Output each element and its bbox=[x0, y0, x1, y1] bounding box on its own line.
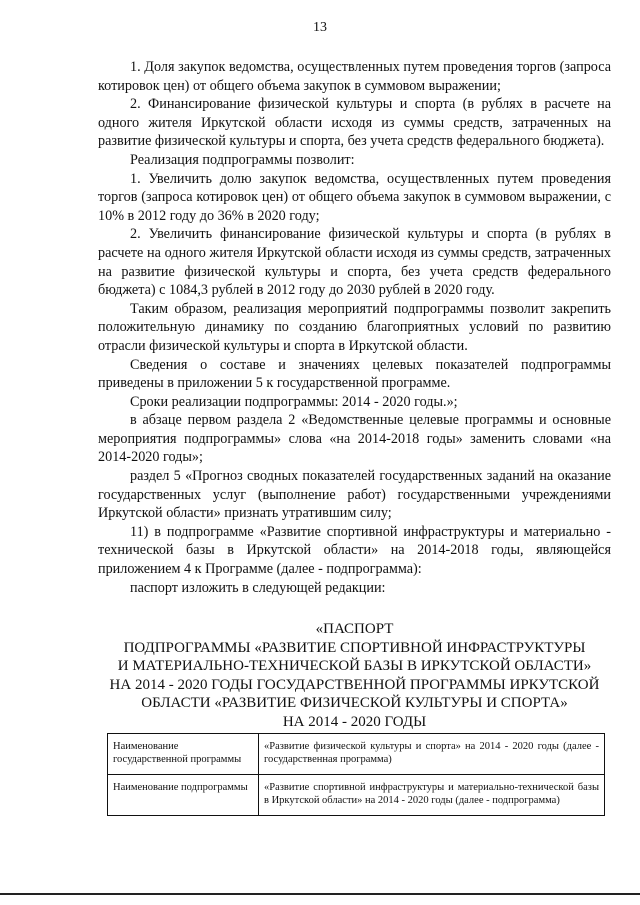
paragraph: 11) в подпрограмме «Развитие спортивной инфраструктуры и материально - технической базы в Иркутской области» на 2014-2018 годы, являющейся приложением 4 к Программе (далее - подпрограмма): bbox=[98, 523, 611, 578]
table-row bbox=[108, 775, 605, 816]
passport-title-line: ПОДПРОГРАММЫ «РАЗВИТИЕ СПОРТИВНОЙ ИНФРАСТРУКТУРЫ bbox=[123, 639, 586, 656]
passport-title-line: «ПАСПОРТ bbox=[315, 621, 394, 637]
table-cell-label: Наименование подпрограммы bbox=[108, 775, 259, 816]
bottom-divider bbox=[0, 893, 640, 895]
passport-title-line: НА 2014 - 2020 ГОДЫ bbox=[282, 713, 427, 730]
table-cell-label: Наименование государственной программы bbox=[108, 734, 259, 775]
passport-title-line: ОБЛАСТИ «РАЗВИТИЕ ФИЗИЧЕСКОЙ КУЛЬТУРЫ И СПОРТА» bbox=[141, 695, 568, 711]
page-number: 13 bbox=[313, 20, 327, 35]
paragraph: Реализация подпрограммы позволит: bbox=[130, 151, 355, 168]
paragraph: 1. Доля закупок ведомства, осуществленных путем проведения торгов (запроса котировок цен) от общего объема закупок в суммовом выражении; bbox=[98, 59, 611, 94]
paragraph: 2. Финансирование физической культуры и спорта (в рублях в расчете на одного жителя Иркутской области исходя из суммы средств, затраченных на развитие физической культуры и спорта, без учета средств федерального бюджета). bbox=[98, 96, 611, 150]
paragraph: 2. Увеличить финансирование физической культуры и спорта (в рублях в расчете на одного жителя Иркутской области исходя из суммы средств, затраченных на развитие физической культуры и спорта, без учета средств федерального бюджета) с 1084,3 рублей в 2012 году до 2030 рублей в 2020 году. bbox=[98, 226, 611, 299]
paragraph: Сроки реализации подпрограммы: 2014 - 2020 годы.»; bbox=[130, 393, 458, 410]
table-row bbox=[108, 734, 605, 775]
passport-title-line: И МАТЕРИАЛЬНО-ТЕХНИЧЕСКОЙ БАЗЫ В ИРКУТСКОЙ ОБЛАСТИ» bbox=[117, 658, 592, 674]
passport-title-line: НА 2014 - 2020 ГОДЫ ГОСУДАРСТВЕННОЙ ПРОГРАММЫ ИРКУТСКОЙ bbox=[109, 676, 600, 693]
paragraph: Таким образом, реализация мероприятий подпрограммы позволит закрепить положительную динамику по созданию благоприятных условий по развитию отрасли физической культуры и спорта в Иркутской области. bbox=[98, 300, 611, 354]
paragraph: паспорт изложить в следующей редакции: bbox=[130, 579, 386, 596]
passport-title bbox=[98, 620, 611, 731]
paragraph: Сведения о составе и значениях целевых показателей подпрограммы приведены в приложении 5 к государственной программе. bbox=[98, 356, 611, 392]
passport-table bbox=[107, 733, 605, 816]
paragraph: в абзаце первом раздела 2 «Ведомственные целевые программы и основные мероприятия подпрограммы» слова «на 2014-2018 годы» заменить словами «на 2014-2020 годы»; bbox=[98, 412, 611, 466]
table-cell-value: «Развитие физической культуры и спорта» на 2014 - 2020 годы (далее - государственная программа) bbox=[259, 734, 605, 775]
paragraph: 1. Увеличить долю закупок ведомства, осуществленных путем проведения торгов (запроса котировок цен) от общего объема закупок в суммовом выражении, с 10% в 2012 году до 36% в 2020 году; bbox=[98, 170, 611, 224]
document-body bbox=[98, 58, 611, 597]
paragraph: раздел 5 «Прогноз сводных показателей государственных заданий на оказание государственных услуг (выполнение работ) государственными учреждениями Иркутской области» признать утратившим силу; bbox=[98, 468, 611, 522]
table-cell-value: «Развитие спортивной инфраструктуры и материально-технической базы в Иркутской области» на 2014 - 2020 годы (далее - подпрограмма) bbox=[259, 775, 605, 816]
